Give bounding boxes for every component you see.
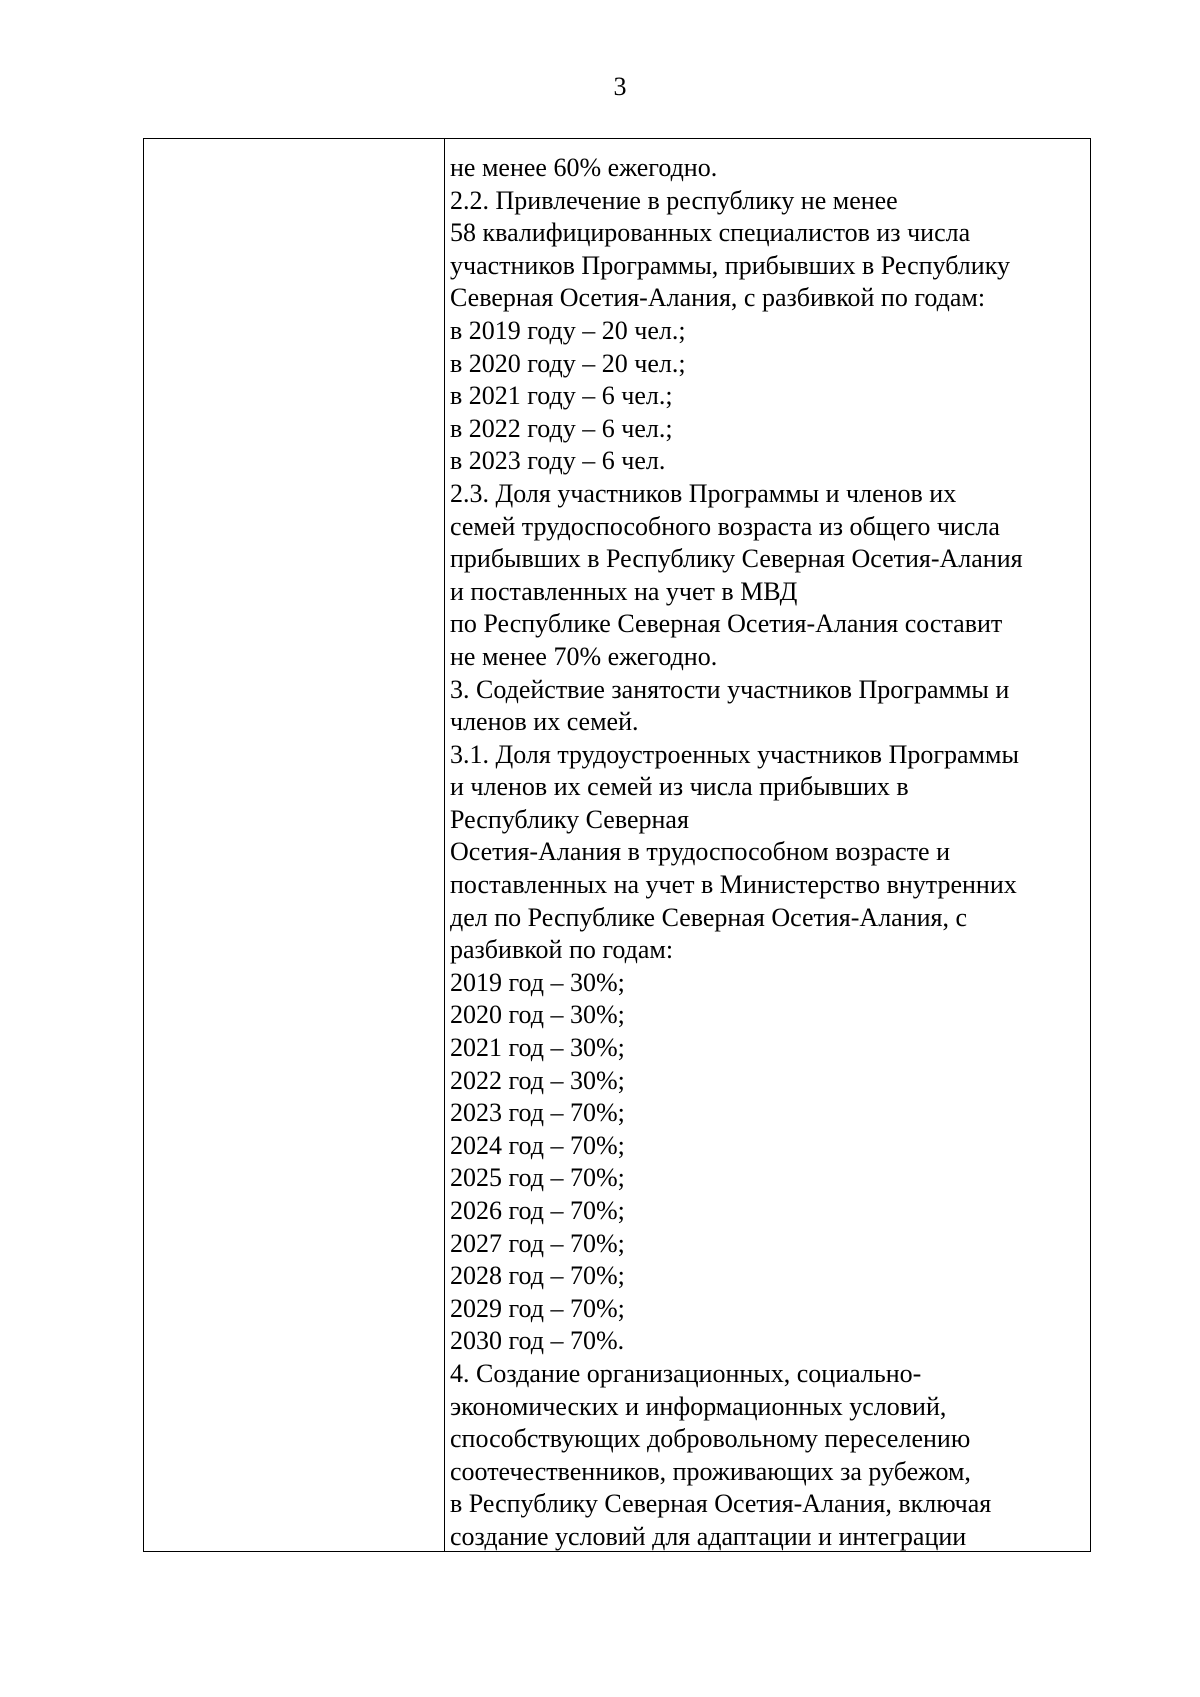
- text-line: 2.3. Доля участников Программы и членов их: [450, 478, 957, 508]
- text-line: 2022 год – 30%;: [450, 1065, 625, 1095]
- text-line: 2023 год – 70%;: [450, 1098, 625, 1128]
- text-line: не менее 70% ежегодно.: [450, 641, 718, 671]
- text-line: способствующих добровольному переселению: [450, 1424, 971, 1454]
- text-line: 2029 год – 70%;: [450, 1293, 625, 1323]
- text-line: 2027 год – 70%;: [450, 1228, 625, 1258]
- text-line: в 2019 году – 20 чел.;: [450, 315, 686, 345]
- text-line: Осетия-Алания в трудоспособном возрасте и: [450, 837, 951, 867]
- text-line: прибывших в Республику Северная Осетия-Алания: [450, 544, 1023, 574]
- text-line: дел по Республике Северная Осетия-Алания, с: [450, 902, 968, 932]
- text-line: разбивкой по годам:: [450, 935, 674, 965]
- text-line: в 2022 году – 6 чел.;: [450, 413, 673, 443]
- text-line: поставленных на учет в Министерство внутренних: [450, 870, 1017, 900]
- text-line: по Республике Северная Осетия-Алания составит: [450, 609, 1003, 639]
- text-line: 2026 год – 70%;: [450, 1196, 625, 1225]
- text-line: экономических и информационных условий,: [450, 1391, 947, 1421]
- text-line: 2.2. Привлечение в республику не менее: [450, 185, 898, 215]
- text-line: 2028 год – 70%;: [450, 1261, 625, 1291]
- table-right-cell: [450, 152, 1090, 1554]
- text-line: участников Программы, прибывших в Республику: [450, 250, 1010, 280]
- text-line: 2025 год – 70%;: [450, 1163, 625, 1193]
- text-line: в Республику Северная Осетия-Алания, включая: [450, 1489, 992, 1519]
- page-number: 3: [613, 72, 627, 101]
- text-line: семей трудоспособного возраста из общего числа: [450, 511, 1000, 541]
- text-line: в 2023 году – 6 чел.: [450, 446, 666, 476]
- text-line: 2020 год – 30%;: [450, 1000, 625, 1030]
- table-left-cell: [144, 139, 445, 1551]
- text-line: и поставленных на учет в МВД: [450, 576, 798, 606]
- text-line: соотечественников, проживающих за рубежом,: [450, 1456, 971, 1486]
- text-line: 2021 год – 30%;: [450, 1033, 625, 1063]
- text-line: 4. Создание организационных, социально-: [450, 1358, 922, 1388]
- text-line: 3.1. Доля трудоустроенных участников Программы: [450, 739, 1019, 769]
- text-line: членов их семей.: [450, 707, 639, 737]
- text-line: Республику Северная: [450, 804, 689, 834]
- document-table: [143, 138, 1091, 1552]
- text-line: Северная Осетия-Алания, с разбивкой по годам:: [450, 283, 986, 313]
- text-line: и членов их семей из числа прибывших в: [450, 772, 909, 802]
- text-line: в 2021 году – 6 чел.;: [450, 381, 673, 411]
- text-line: 2030 год – 70%.: [450, 1326, 625, 1356]
- text-line: 2024 год – 70%;: [450, 1130, 625, 1160]
- text-line: 2019 год – 30%;: [450, 967, 625, 997]
- text-line: не менее 60% ежегодно.: [450, 153, 718, 182]
- text-line: создание условий для адаптации и интеграции: [450, 1521, 967, 1551]
- text-line: 58 квалифицированных специалистов из числа: [450, 218, 971, 248]
- text-line: 3. Содействие занятости участников Программы и: [450, 674, 1010, 704]
- text-line: в 2020 году – 20 чел.;: [450, 348, 686, 378]
